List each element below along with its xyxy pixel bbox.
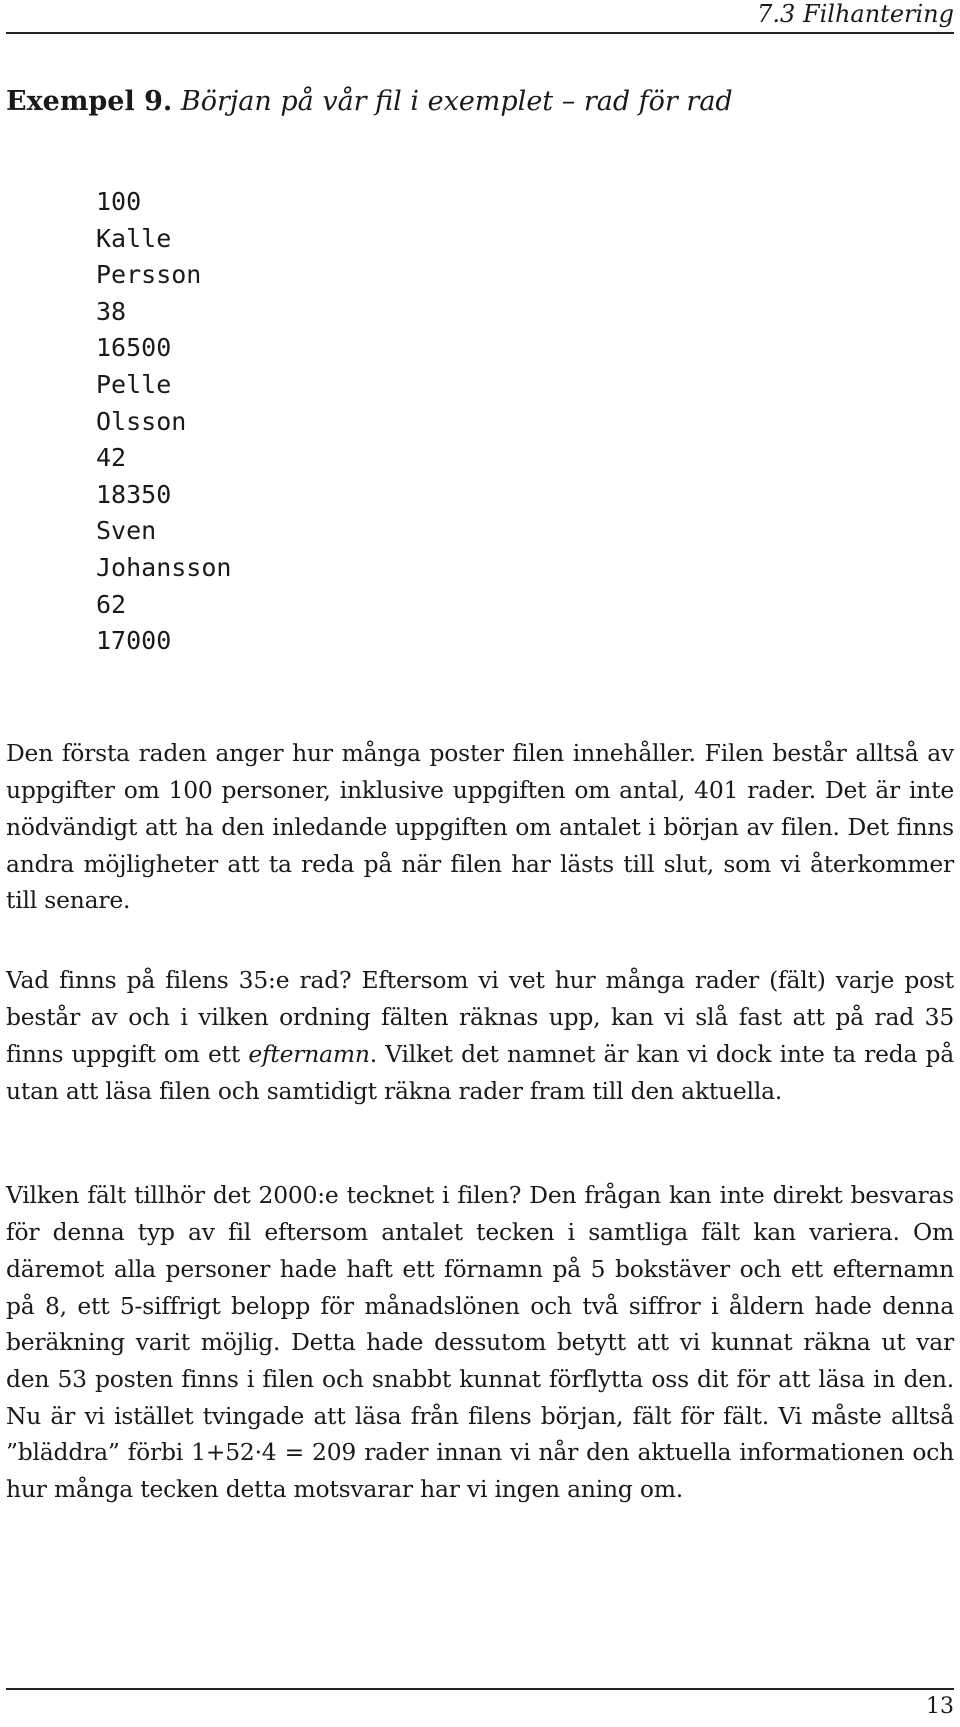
listing-line: Persson <box>96 260 202 290</box>
footer-rule <box>6 1688 954 1690</box>
paragraph-line-35 <box>6 962 954 1109</box>
listing-line: Sven <box>96 516 157 546</box>
paragraph-text: . Vilket det namnet är kan vi dock inte ta reda på utan att läsa filen och samtidigt räkna rader fram till den aktuella. <box>6 1039 954 1105</box>
listing-line: 100 <box>96 187 142 216</box>
example-number: Exempel 9. <box>6 86 173 117</box>
listing-line: Olsson <box>96 406 187 436</box>
emphasis-term: efternamn <box>248 1039 370 1068</box>
listing-line: 18350 <box>96 479 172 509</box>
listing-line: 38 <box>96 296 127 326</box>
page-number: 13 <box>926 1694 954 1719</box>
running-head: 7.3 Filhantering <box>6 0 954 34</box>
paragraph-file-count: Den första raden anger hur många poster filen innehåller. Filen består alltså av uppgifter om 100 personer, inklusive uppgiften om antal, 401 rader. Det är inte nödvändigt att ha den inledande uppgiften om antalet i början av filen. Det finns andra möjligheter att ta reda på när filen har lästs till slut, som vi återkommer till senare. <box>6 739 954 915</box>
listing-line: Kalle <box>96 223 172 253</box>
example-title: Början på vår fil i exemplet – rad för rad <box>180 86 733 117</box>
listing-line: Pelle <box>96 369 172 399</box>
example-heading <box>6 82 733 122</box>
paragraph-character-2000: Vilken fält tillhör det 2000:e tecknet i filen? Den frågan kan inte direkt besvaras för denna typ av fil eftersom antalet tecken i samtliga fält kan variera. Om däremot alla personer hade haft ett förnamn på 5 bokstäver och ett efternamn på 8, ett 5-siffrigt belopp för månadslönen och två siffror i åldern hade denna beräkning varit möjlig. Detta hade dessutom betytt att vi kunnat räkna ut var den 53 posten finns i filen och snabbt kunnat förflytta oss dit för att läsa in den. Nu är vi istället tvingade att läsa från filens början, fält för fält. Vi måste alltså ”bläddra” förbi 1+52·4 = 209 rader innan vi når den aktuella informationen och hur många tecken detta motsvarar har vi ingen aning om. <box>6 1181 954 1504</box>
listing-line: 62 <box>96 589 127 619</box>
listing-line: Johansson <box>96 552 232 582</box>
listing-line: 17000 <box>96 626 172 656</box>
listing-line: 16500 <box>96 333 172 363</box>
file-listing <box>96 184 231 660</box>
listing-line: 42 <box>96 443 127 473</box>
paragraph-text: Vad finns på filens 35:e rad? Eftersom vi vet hur många rader (fält) varje post består av och i vilken ordning fälten räknas upp, kan vi slå fast att på rad 35 finns uppgift om ett <box>6 966 954 1068</box>
